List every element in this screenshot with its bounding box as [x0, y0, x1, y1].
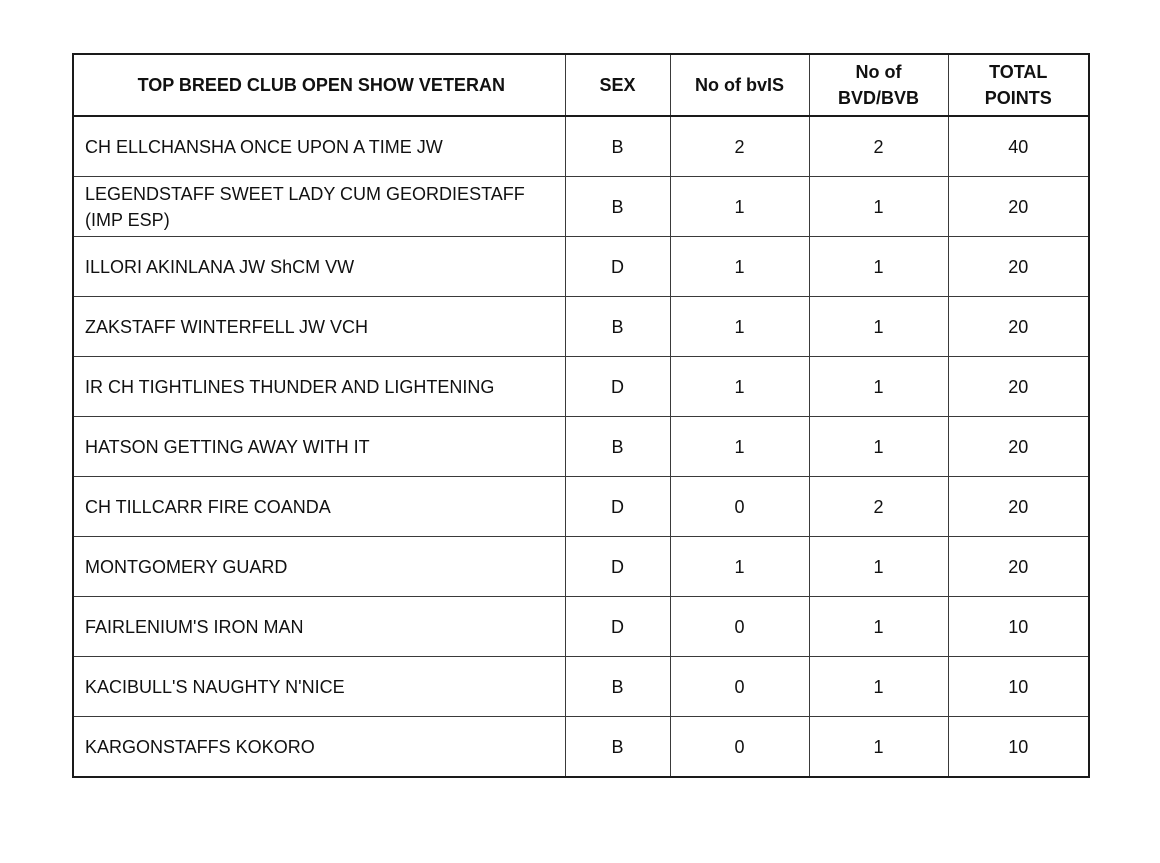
- table-row: [73, 417, 1089, 477]
- sex-cell: D: [565, 237, 670, 297]
- table-row: [73, 717, 1089, 778]
- points-cell: 40: [948, 116, 1089, 177]
- bvd-cell: 1: [809, 357, 948, 417]
- sex-cell: D: [565, 537, 670, 597]
- bvis-cell: 0: [670, 717, 809, 778]
- header-title: TOP BREED CLUB OPEN SHOW VETERAN: [73, 54, 565, 116]
- dog-name: LEGENDSTAFF SWEET LADY CUM GEORDIESTAFF (IMP ESP): [73, 177, 565, 237]
- table-row: [73, 537, 1089, 597]
- sex-cell: B: [565, 297, 670, 357]
- dog-name: MONTGOMERY GUARD: [73, 537, 565, 597]
- dog-name: IR CH TIGHTLINES THUNDER AND LIGHTENING: [73, 357, 565, 417]
- table-row: [73, 657, 1089, 717]
- header-sex: SEX: [565, 54, 670, 116]
- bvd-cell: 1: [809, 297, 948, 357]
- bvis-cell: 1: [670, 177, 809, 237]
- bvd-cell: 1: [809, 597, 948, 657]
- table-row: [73, 357, 1089, 417]
- sex-cell: D: [565, 477, 670, 537]
- bvis-cell: 0: [670, 657, 809, 717]
- bvis-cell: 1: [670, 417, 809, 477]
- bvis-cell: 0: [670, 597, 809, 657]
- sex-cell: D: [565, 597, 670, 657]
- bvd-cell: 1: [809, 717, 948, 778]
- points-cell: 20: [948, 417, 1089, 477]
- points-cell: 20: [948, 537, 1089, 597]
- bvd-cell: 2: [809, 477, 948, 537]
- header-bvis: No of bvIS: [670, 54, 809, 116]
- bvd-cell: 1: [809, 657, 948, 717]
- dog-name: CH TILLCARR FIRE COANDA: [73, 477, 565, 537]
- bvis-cell: 1: [670, 537, 809, 597]
- points-cell: 20: [948, 297, 1089, 357]
- points-cell: 20: [948, 477, 1089, 537]
- dog-name: KARGONSTAFFS KOKORO: [73, 717, 565, 778]
- bvis-cell: 1: [670, 237, 809, 297]
- veteran-points-table: [72, 53, 1090, 778]
- dog-name: KACIBULL'S NAUGHTY N'NICE: [73, 657, 565, 717]
- bvis-cell: 2: [670, 116, 809, 177]
- bvis-cell: 1: [670, 297, 809, 357]
- dog-name: FAIRLENIUM'S IRON MAN: [73, 597, 565, 657]
- table-row: [73, 477, 1089, 537]
- bvd-cell: 1: [809, 177, 948, 237]
- sex-cell: B: [565, 717, 670, 778]
- bvis-cell: 0: [670, 477, 809, 537]
- points-cell: 20: [948, 177, 1089, 237]
- table-body: [73, 116, 1089, 777]
- header-total-points: TOTAL POINTS: [948, 54, 1089, 116]
- table-row: [73, 116, 1089, 177]
- bvd-cell: 1: [809, 417, 948, 477]
- table-row: [73, 237, 1089, 297]
- dog-name: ILLORI AKINLANA JW ShCM VW: [73, 237, 565, 297]
- table-row: [73, 297, 1089, 357]
- dog-name: ZAKSTAFF WINTERFELL JW VCH: [73, 297, 565, 357]
- sex-cell: B: [565, 177, 670, 237]
- points-cell: 10: [948, 657, 1089, 717]
- points-cell: 20: [948, 237, 1089, 297]
- dog-name: HATSON GETTING AWAY WITH IT: [73, 417, 565, 477]
- bvd-cell: 2: [809, 116, 948, 177]
- sex-cell: B: [565, 657, 670, 717]
- bvd-cell: 1: [809, 537, 948, 597]
- points-cell: 20: [948, 357, 1089, 417]
- sex-cell: D: [565, 357, 670, 417]
- header-bvd-bvb: No of BVD/BVB: [809, 54, 948, 116]
- table-row: [73, 177, 1089, 237]
- sex-cell: B: [565, 116, 670, 177]
- bvis-cell: 1: [670, 357, 809, 417]
- sex-cell: B: [565, 417, 670, 477]
- bvd-cell: 1: [809, 237, 948, 297]
- dog-name: CH ELLCHANSHA ONCE UPON A TIME JW: [73, 116, 565, 177]
- header-row: [73, 54, 1089, 116]
- points-cell: 10: [948, 597, 1089, 657]
- points-cell: 10: [948, 717, 1089, 778]
- table-row: [73, 597, 1089, 657]
